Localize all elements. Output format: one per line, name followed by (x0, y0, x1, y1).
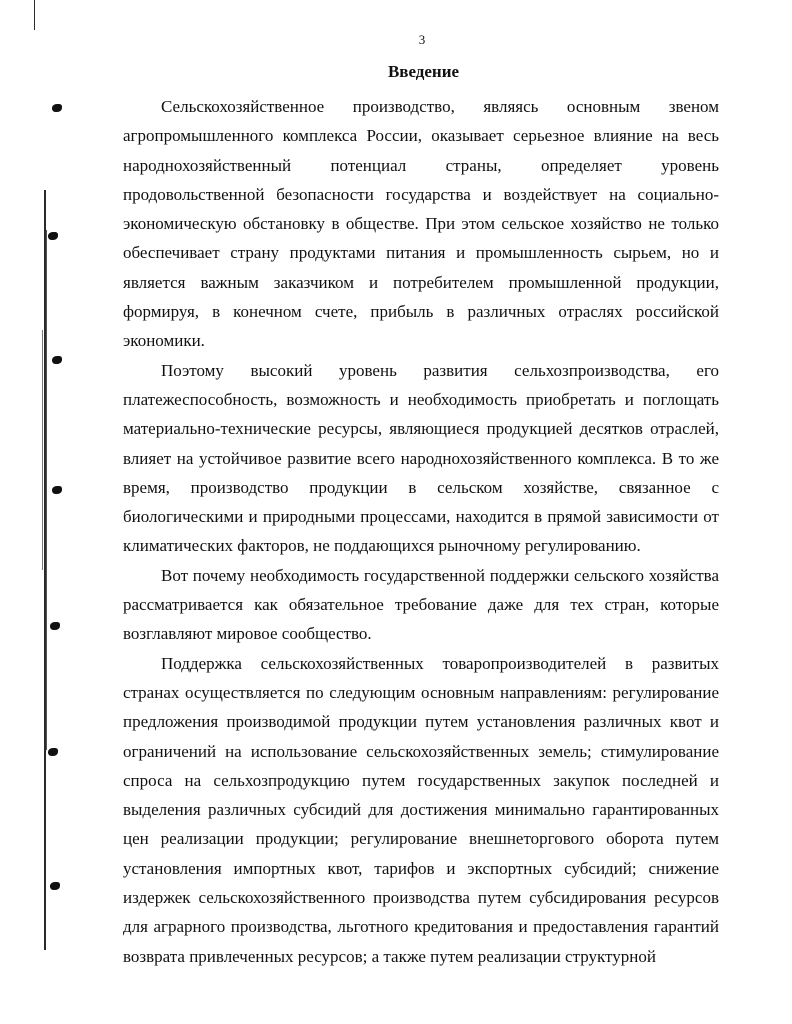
section-title: Введение (387, 62, 460, 81)
paragraph: Поэтому высокий уровень развития сельхозпроизводства, его платежеспособность, возможность и необходимость приобретать и поглощать материально-технические ресурсы, являющиеся продукцией десятков отраслей, влияет на устойчивое развитие всего народнохозяйственного комплекса. В то же время, производство продукции в сельском хозяйстве, связанное с биологическими и природными процессами, находится в прямой зависимости от климатических факторов, не поддающихся рыночному регулированию. (123, 360, 719, 556)
body-text (123, 92, 719, 971)
paragraph: Сельскохозяйственное производство, являясь основным звеном агропромышленного комплекса России, оказывает серьезное влияние на весь народнохозяйственный потенциал страны, определяет уровень продовольственной безопасности государства и воздействует на социально-экономическую обстановку в обществе. При этом сельское хозяйство не только обеспечивает страну продуктами питания и промышленность сырьем, но и является важным заказчиком и потребителем промышленной продукции, формируя, в конечном счете, прибыль в различных отраслях российской экономики. (123, 97, 719, 351)
page-number: 3 (418, 32, 426, 47)
paragraph: Поддержка сельскохозяйственных товаропроизводителей в развитых странах осуществляется по следующим основным направлениям: регулирование предложения производимой продукции путем установления различных квот и ограничений на использование сельскохозяйственных земель; стимулирование спроса на сельхозпродукцию путем государственных закупок последней и выделения различных субсидий для достижения минимально гарантированных цен реализации продукции; регулирование внешнеторгового оборота путем установления импортных квот, тарифов и экспортных субсидий; снижение издержек сельскохозяйственного производства путем субсидирования ресурсов для аграрного производства, льготного кредитования и предоставления гарантий возврата привлеченных ресурсов; а также путем реализации структурной (123, 653, 719, 966)
paragraph: Вот почему необходимость государственной поддержки сельского хозяйства рассматривается как обязательное требование даже для тех стран, которые возглавляют мировое сообщество. (123, 565, 719, 644)
scan-binding-edge (30, 0, 48, 1024)
